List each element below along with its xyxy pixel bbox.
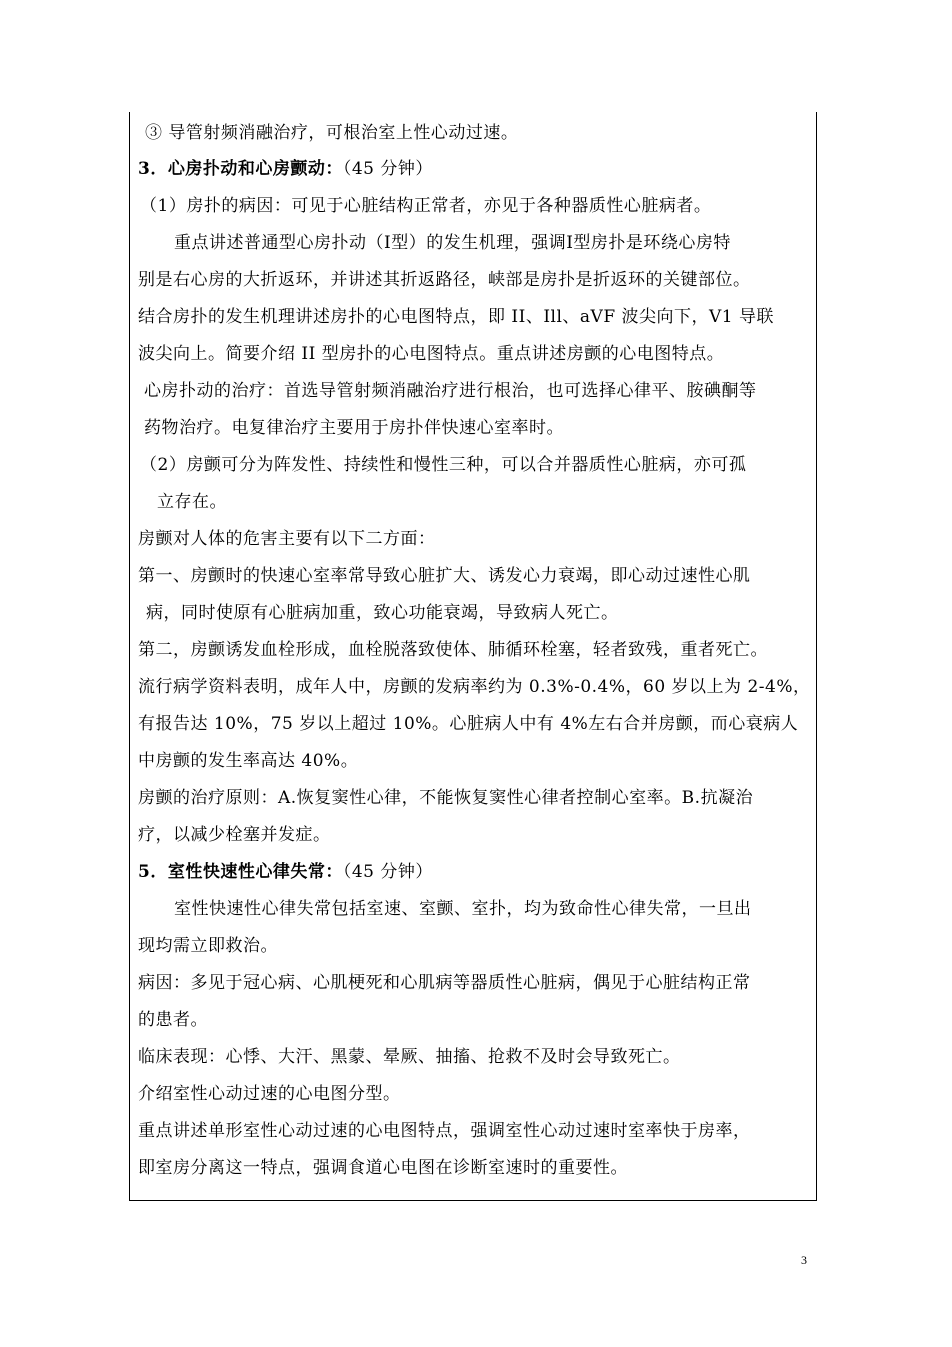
text-line: 药物治疗。电复律治疗主要用于房扑伴快速心室率时。 xyxy=(144,418,564,438)
text-line: ③ 导管射频消融治疗，可根治室上性心动过速。 xyxy=(145,123,519,143)
page-number: 3 xyxy=(801,1253,807,1267)
text-line: （1）房扑的病因：可见于心脏结构正常者，亦见于各种器质性心脏病者。 xyxy=(140,196,712,216)
text-line: 第二，房颤诱发血栓形成，血栓脱落致使体、肺循环栓塞，轻者致残，重者死亡。 xyxy=(138,640,768,660)
text-line: 室性快速性心律失常包括室速、室颤、室扑，均为致命性心律失常，一旦出 xyxy=(174,899,752,919)
text-line: 现均需立即救治。 xyxy=(138,936,278,956)
text-line: 中房颤的发生率高达 40%。 xyxy=(138,751,359,771)
text-line: 有报告达 10%，75 岁以上超过 10%。心脏病人中有 4%左右合并房颤，而心衰病人 xyxy=(138,714,799,734)
section-heading-ventricular-tachyarrhythmia: 5．室性快速性心律失常：（45 分钟） xyxy=(138,862,433,882)
text-line: 立存在。 xyxy=(157,492,227,512)
text-line: 重点讲述普通型心房扑动（Ⅰ型）的发生机理，强调Ⅰ型房扑是环绕心房特 xyxy=(174,233,731,253)
text-line: 第一、房颤时的快速心室率常导致心脏扩大、诱发心力衰竭，即心动过速性心肌 xyxy=(138,566,751,586)
text-line: 临床表现：心悸、大汗、黑蒙、晕厥、抽搐、抢救不及时会导致死亡。 xyxy=(138,1047,681,1067)
text-line: 病因：多见于冠心病、心肌梗死和心肌病等器质性心脏病，偶见于心脏结构正常 xyxy=(138,973,751,993)
section-heading-atrial-flutter: 3．心房扑动和心房颤动：（45 分钟） xyxy=(138,159,433,179)
text-line: 房颤的治疗原则：A.恢复窦性心律，不能恢复窦性心律者控制心室率。B.抗凝治 xyxy=(138,788,754,808)
text-line: 房颤对人体的危害主要有以下二方面： xyxy=(138,529,436,549)
text-line: （2）房颤可分为阵发性、持续性和慢性三种，可以合并器质性心脏病，亦可孤 xyxy=(140,455,747,475)
text-line: 波尖向上。简要介绍 II 型房扑的心电图特点。重点讲述房颤的心电图特点。 xyxy=(138,344,725,364)
text-line: 即室房分离这一特点，强调食道心电图在诊断室速时的重要性。 xyxy=(138,1158,628,1178)
text-line: 流行病学资料表明，成年人中，房颤的发病率约为 0.3%-0.4%，60 岁以上为 2-4%， xyxy=(138,677,811,697)
text-line: 疗，以减少栓塞并发症。 xyxy=(138,825,331,845)
text-line: 重点讲述单形室性心动过速的心电图特点，强调室性心动过速时室率快于房率， xyxy=(138,1121,751,1141)
text-line: 结合房扑的发生机理讲述房扑的心电图特点，即 II、Ill、aVF 波尖向下，V1 导联 xyxy=(138,307,775,327)
text-line: 别是右心房的大折返环，并讲述其折返路径，峡部是房扑是折返环的关键部位。 xyxy=(138,270,751,290)
text-line: 的患者。 xyxy=(138,1010,208,1030)
text-line: 心房扑动的治疗：首选导管射频消融治疗进行根治，也可选择心律平、胺碘酮等 xyxy=(144,381,757,401)
text-line: 病，同时使原有心脏病加重，致心功能衰竭，导致病人死亡。 xyxy=(146,603,619,623)
text-line: 介绍室性心动过速的心电图分型。 xyxy=(138,1084,401,1104)
